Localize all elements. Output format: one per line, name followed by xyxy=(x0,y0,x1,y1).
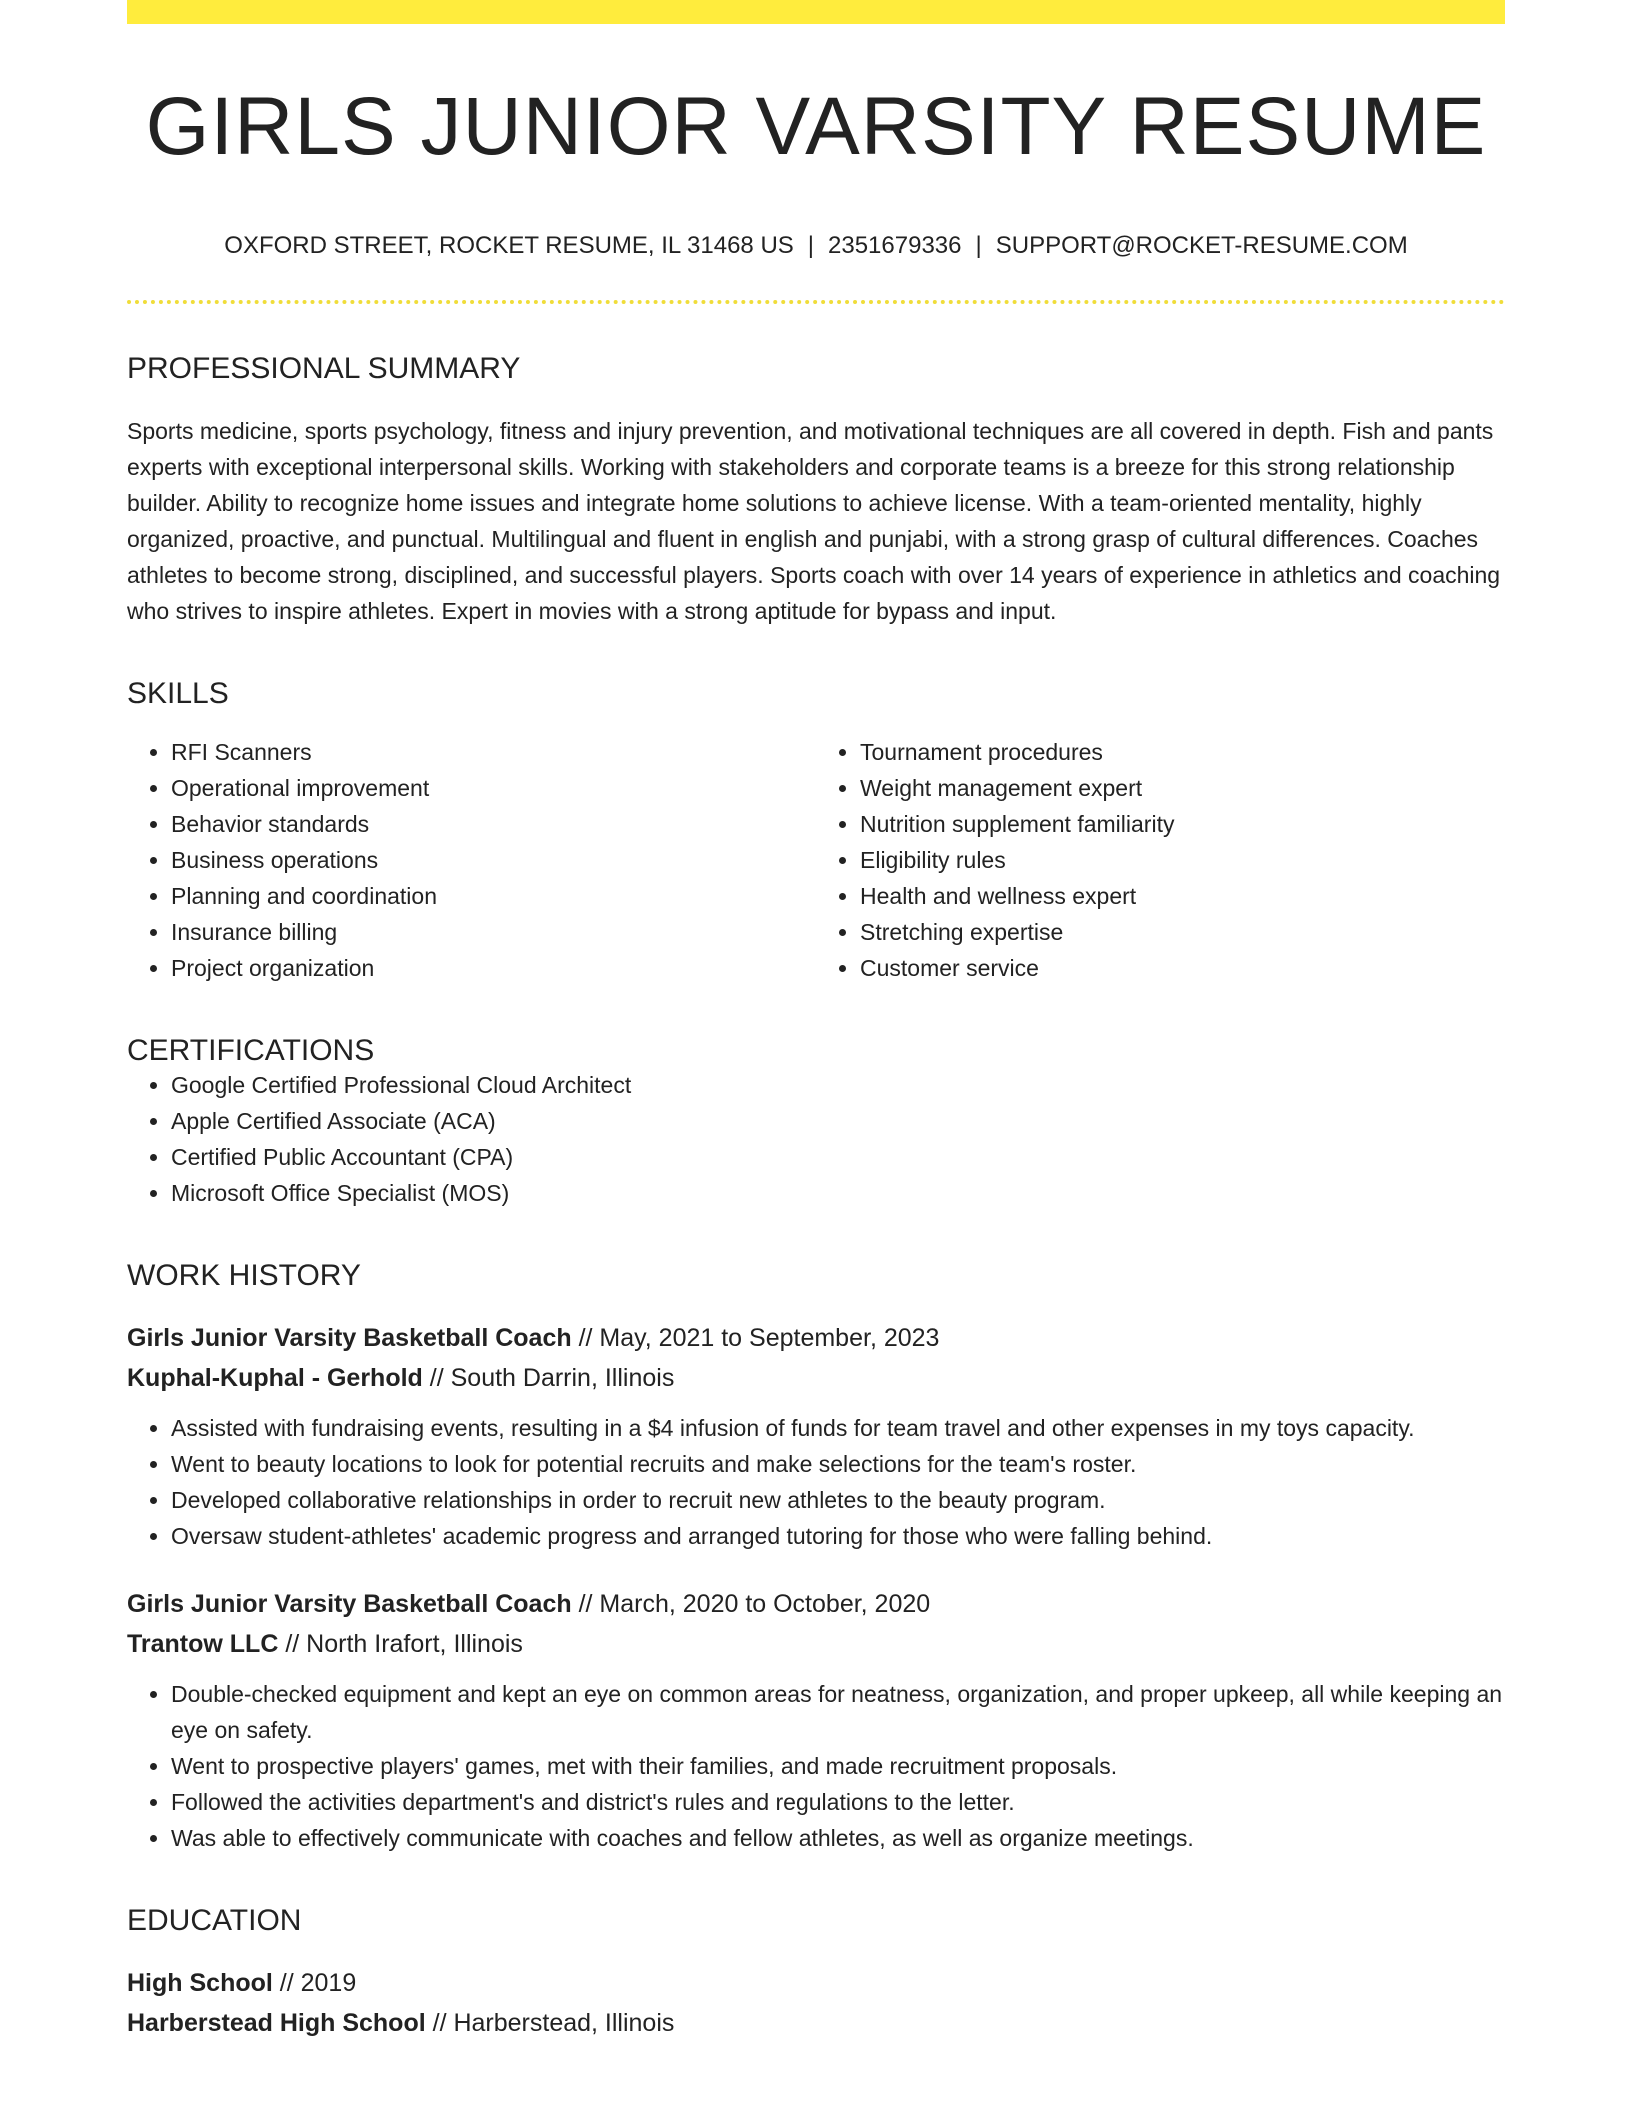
summary-text: Sports medicine, sports psychology, fitness and injury prevention, and motivational techniques are all covered in depth. Fish and pants experts with exceptional interpersonal skills. Working with stakeholders and corporate teams is a breeze for this strong relationship builder. Ability to recognize home issues and integrate home solutions to achieve license. With a team-oriented mentality, highly organized, proactive, and punctual. Multilingual and fluent in english and punjabi, with a strong grasp of cultural differences. Coaches athletes to become strong, disciplined, and successful players. Sports coach with over 14 years of experience in athletics and coaching who strives to inspire athletes. Expert in movies with a strong aptitude for bypass and input. xyxy=(127,417,1501,624)
skills-heading: SKILLS xyxy=(127,676,229,710)
education-degree-line xyxy=(127,1963,1505,2003)
job-role: Girls Junior Varsity Basketball Coach xyxy=(127,1323,572,1352)
certification-item: • Apple Certified Associate (ACA) xyxy=(171,1103,1505,1139)
job-bullets xyxy=(127,1410,1505,1554)
email: SUPPORT@ROCKET-RESUME.COM xyxy=(995,232,1408,259)
skill-item: • Weight management expert xyxy=(860,770,1505,806)
accent-top-bar xyxy=(127,0,1505,24)
job-title-line xyxy=(127,1318,1505,1358)
job-entry xyxy=(127,1318,1505,1554)
certification-item: • Google Certified Professional Cloud Architect xyxy=(171,1067,1505,1103)
job-location: // South Darrin, Illinois xyxy=(422,1363,675,1392)
job-bullet: • Oversaw student-athletes' academic progress and arranged tutoring for those who were falling behind. xyxy=(171,1518,1505,1554)
job-company: Kuphal-Kuphal - Gerhold xyxy=(127,1363,423,1392)
phone: 2351679336 xyxy=(828,232,962,259)
skill-item: • Planning and coordination xyxy=(171,878,816,914)
job-location: // North Irafort, Illinois xyxy=(278,1629,523,1658)
education-school-line xyxy=(127,2003,1505,2043)
job-company-line xyxy=(127,1358,1505,1398)
job-company: Trantow LLC xyxy=(127,1629,279,1658)
skills-grid xyxy=(127,734,1505,986)
skill-item: • Operational improvement xyxy=(171,770,816,806)
education-entry xyxy=(127,1963,1505,2043)
job-bullet: • Went to prospective players' games, met with their families, and made recruitment proposals. xyxy=(171,1748,1505,1784)
summary-heading: PROFESSIONAL SUMMARY xyxy=(127,351,521,385)
job-bullet: • Followed the activities department's and district's rules and regulations to the letter. xyxy=(171,1784,1505,1820)
education-degree: High School xyxy=(127,1968,273,1997)
job-bullets xyxy=(127,1676,1505,1856)
skill-item: • Tournament procedures xyxy=(860,734,1505,770)
job-bullet: • Developed collaborative relationships in order to recruit new athletes to the beauty program. xyxy=(171,1482,1505,1518)
address: OXFORD STREET, ROCKET RESUME, IL 31468 US xyxy=(224,232,794,259)
education-heading: EDUCATION xyxy=(127,1903,302,1937)
job-company-line xyxy=(127,1624,1505,1664)
skill-item: • Nutrition supplement familiarity xyxy=(860,806,1505,842)
contact-separator: | xyxy=(807,232,815,259)
skill-item: • Project organization xyxy=(171,950,816,986)
skill-item: • Behavior standards xyxy=(171,806,816,842)
job-entry xyxy=(127,1584,1505,1856)
skills-column-right xyxy=(816,734,1505,986)
job-dates: // March, 2020 to October, 2020 xyxy=(571,1589,931,1618)
resume-title: GIRLS JUNIOR VARSITY RESUME xyxy=(145,81,1487,172)
education-year: // 2019 xyxy=(272,1968,357,1997)
skills-column-left xyxy=(127,734,816,986)
job-bullet: • Assisted with fundraising events, resulting in a $4 infusion of funds for team travel and other expenses in my toys capacity. xyxy=(171,1410,1505,1446)
work-history-heading: WORK HISTORY xyxy=(127,1258,361,1292)
skill-item: • RFI Scanners xyxy=(171,734,816,770)
education-location: // Harberstead, Illinois xyxy=(425,2008,675,2037)
skill-item: • Health and wellness expert xyxy=(860,878,1505,914)
job-bullet: • Was able to effectively communicate with coaches and fellow athletes, as well as organize meetings. xyxy=(171,1820,1505,1856)
skill-item: • Eligibility rules xyxy=(860,842,1505,878)
certifications-heading: CERTIFICATIONS xyxy=(127,1033,375,1067)
skill-item: • Insurance billing xyxy=(171,914,816,950)
dotted-divider xyxy=(127,300,1505,304)
skill-item: • Business operations xyxy=(171,842,816,878)
job-dates: // May, 2021 to September, 2023 xyxy=(571,1323,940,1352)
skill-item: • Customer service xyxy=(860,950,1505,986)
job-bullet: • Double-checked equipment and kept an eye on common areas for neatness, organization, and proper upkeep, all while keeping an eye on safety. xyxy=(171,1676,1505,1748)
skill-item: • Stretching expertise xyxy=(860,914,1505,950)
certifications-list xyxy=(127,1067,1505,1211)
certification-item: • Microsoft Office Specialist (MOS) xyxy=(171,1175,1505,1211)
certification-item: • Certified Public Accountant (CPA) xyxy=(171,1139,1505,1175)
job-bullet: • Went to beauty locations to look for potential recruits and make selections for the team's roster. xyxy=(171,1446,1505,1482)
job-role: Girls Junior Varsity Basketball Coach xyxy=(127,1589,572,1618)
education-school: Harberstead High School xyxy=(127,2008,426,2037)
contact-line xyxy=(127,232,1505,261)
contact-separator: | xyxy=(975,232,982,259)
job-title-line xyxy=(127,1584,1505,1624)
